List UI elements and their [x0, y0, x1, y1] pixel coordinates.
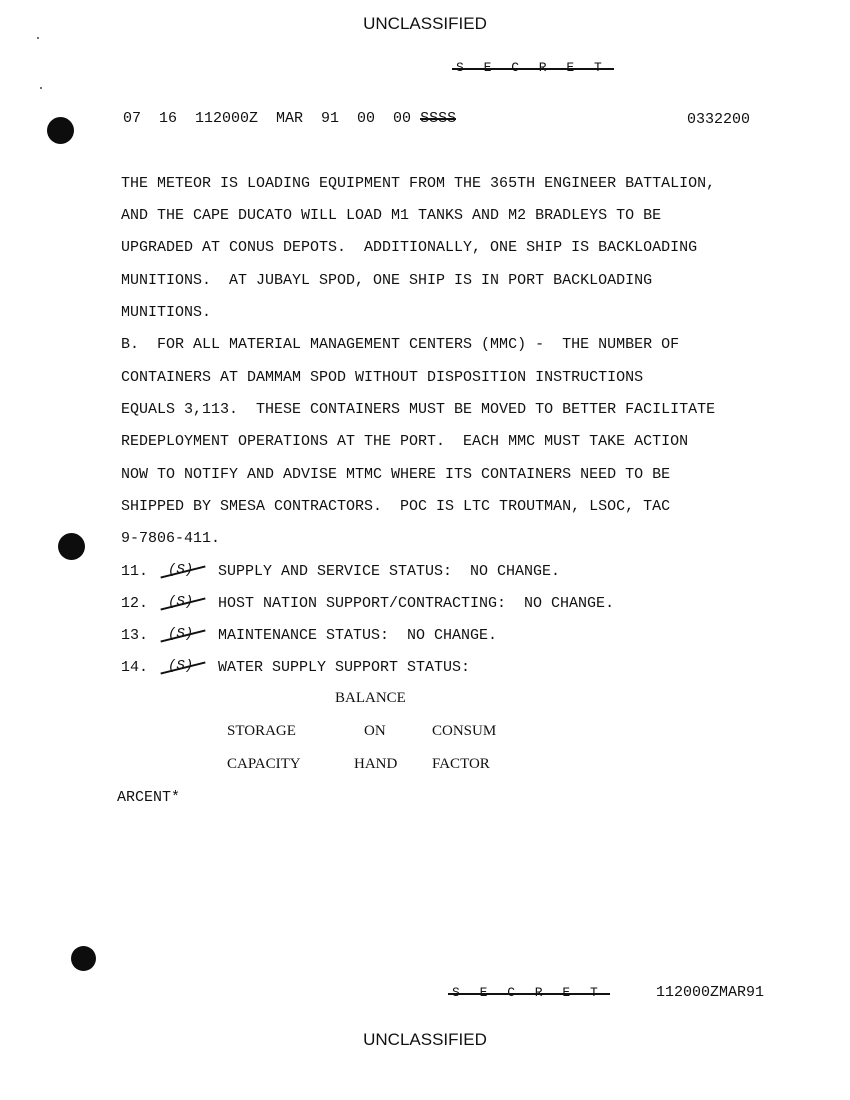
body-line: THE METEOR IS LOADING EQUIPMENT FROM THE 365TH ENGINEER BATTALION,: [121, 175, 716, 192]
item-text: MAINTENANCE STATUS: NO CHANGE.: [218, 627, 498, 644]
item-text: WATER SUPPLY SUPPORT STATUS:: [218, 659, 471, 676]
marking-text: (S): [168, 658, 194, 674]
punch-hole-bottom: [71, 946, 96, 971]
struck-code: SSSS: [420, 110, 457, 127]
table-header-hand: HAND: [354, 756, 398, 772]
punch-hole-middle: [58, 533, 85, 560]
struck-classification-marking: [156, 562, 206, 580]
item-number: 11.: [121, 563, 149, 580]
marking-text: (S): [168, 562, 194, 578]
table-header-storage: STORAGE: [227, 723, 296, 739]
body-line: MUNITIONS.: [121, 304, 212, 321]
body-line: NOW TO NOTIFY AND ADVISE MTMC WHERE ITS CONTAINERS NEED TO BE: [121, 466, 671, 483]
table-header-consum: CONSUM: [432, 723, 497, 739]
body-line: B. FOR ALL MATERIAL MANAGEMENT CENTERS (MMC) - THE NUMBER OF: [121, 336, 680, 353]
item-text: HOST NATION SUPPORT/CONTRACTING: NO CHANGE.: [218, 595, 615, 612]
item-text: SUPPLY AND SERVICE STATUS: NO CHANGE.: [218, 563, 561, 580]
body-line: REDEPLOYMENT OPERATIONS AT THE PORT. EACH MMC MUST TAKE ACTION: [121, 433, 689, 450]
struck-classification-marking: [156, 594, 206, 612]
marking-text: (S): [168, 594, 194, 610]
item-number: 14.: [121, 659, 149, 676]
item-number: 13.: [121, 627, 149, 644]
marking-text: (S): [168, 626, 194, 642]
table-header-factor: FACTOR: [432, 756, 490, 772]
punch-hole-top: [47, 117, 74, 144]
body-line: SHIPPED BY SMESA CONTRACTORS. POC IS LTC TROUTMAN, LSOC, TAC: [121, 498, 671, 515]
struck-classification-marking: [156, 626, 206, 644]
item-number: 12.: [121, 595, 149, 612]
bottom-struck-secret-marking: S E C R E T: [452, 985, 604, 1000]
body-line: UPGRADED AT CONUS DEPOTS. ADDITIONALLY, ONE SHIP IS BACKLOADING: [121, 239, 698, 256]
footer-date-time-group: 112000ZMAR91: [656, 984, 765, 1001]
body-line: EQUALS 3,113. THESE CONTAINERS MUST BE MOVED TO BETTER FACILITATE: [121, 401, 716, 418]
message-date-time-group: [123, 110, 456, 127]
body-line: AND THE CAPE DUCATO WILL LOAD M1 TANKS AND M2 BRADLEYS TO BE: [121, 207, 662, 224]
originator-signature: ARCENT*: [117, 789, 181, 806]
dtg-text: 07 16 112000Z MAR 91 00 00: [123, 110, 412, 127]
speck: [40, 87, 42, 89]
body-line: 9-7806-411.: [121, 530, 221, 547]
table-header-capacity: CAPACITY: [227, 756, 301, 772]
body-line: MUNITIONS. AT JUBAYL SPOD, ONE SHIP IS IN PORT BACKLOADING: [121, 272, 653, 289]
struck-classification-marking: [156, 658, 206, 676]
message-reference-number: 0332200: [687, 111, 751, 128]
top-struck-secret-marking: S E C R E T: [456, 60, 608, 75]
body-line: CONTAINERS AT DAMMAM SPOD WITHOUT DISPOSITION INSTRUCTIONS: [121, 369, 644, 386]
table-header-balance: BALANCE: [335, 690, 406, 706]
top-classification-banner: UNCLASSIFIED: [363, 14, 487, 33]
bottom-classification-banner: UNCLASSIFIED: [363, 1030, 487, 1049]
speck: [37, 37, 39, 39]
table-header-on: ON: [364, 723, 386, 739]
